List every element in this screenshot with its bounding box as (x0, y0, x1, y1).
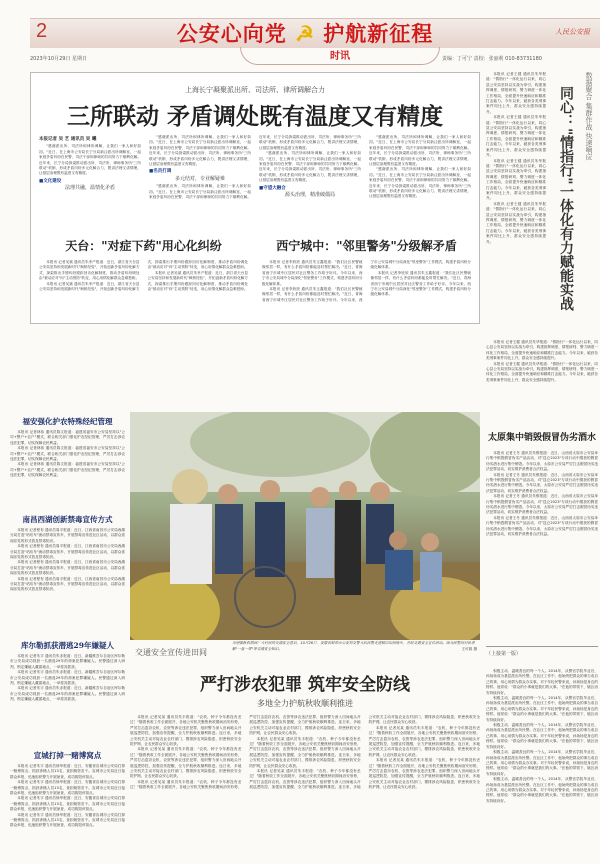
lead-body (39, 135, 471, 231)
paragraph: "感谢派出所、司法所和律所调解，让我们一家人和好如初。"近日，在上海市公安局长宁分局新泾派出所调解室，一起家庭矛盾纠纷在民警、司法干部和律师的共同努力下顺利化解。近年来，长宁分局探索推动派出所、司法所、律师事务所"三所联动"机制，形成矛盾纠纷多元化解合力，既讲法理又讲情理，让基层治理既有温度又有精度。 (39, 144, 141, 176)
paragraph: 本报讯 记者李欣欣 通讯员朱玉鑫报道："我们社区民警就像邻居一样，有什么矛盾纠纷都能及时帮忙解决。"近日，青海省西宁市城中区居民对社区警务工作给予好评。今年以来，西宁市公安局城中分局深化"邻里警务"工作模式，构建矛盾纠纷分级化解体系。 (262, 260, 471, 302)
bottom-article (130, 670, 480, 855)
subhead: 源头治理，精准破僵局 (284, 192, 335, 199)
story-headline: 天台："对症下药"用心化纠纷 (65, 239, 222, 253)
paragraph: 本报讯 记者吴某 通讯员朱丰报道："农机、种子今年都没有丢过！"随着秋收工作全面展开，各地公安机关聚焦秋收期间治安形势，严厉打击盗窃农机、农资等涉农违法犯罪，组织警力深入田间地头开展巡逻防控，加强宣传提醒，全力护航秋收顺利推进。连日来，多地公安机关主动对接农业农村部门，摸排涉农风险隐患，织密秋收安全防护网，让农民群众安心收获。 (249, 715, 480, 790)
paragraph: 本报讯 记者程有 通讯员周平报道：近日，江西省南昌市公安局西湖分局打造"咕咕车"流动禁毒宣传车，开展禁毒宣传进社区活动，以群众喜闻乐见的形式普及禁毒知识。 (10, 544, 125, 560)
right-headline: 同心："情指行"一体化有力赋能实战 (558, 86, 574, 311)
paragraph: 积极主动、温暖善良的每一个人。2014年，从警官学院毕业后，孙扬扬成为基层派出所民警。在社区工作中，他始终把群众的事当成自己的事，用心用情为群众办实事。对于年轻民警来说，孙扬扬是身边的榜样。他常说："群众的小事就是我们的大事。"在他的带领下，辖区治安持续向好。 (486, 750, 598, 776)
lead-article-box (30, 72, 480, 324)
paragraph: 本报讯 记者朱宇 通讯员徐华报道：近日，安徽省宣城市公安局打掉一赌博窝点，抓获涉赌人员13名，查扣赌资若干。宣城市公安局近日接群众举报，迅速组织警力开展侦查，成功捣毁该窝点。 (10, 812, 125, 828)
paragraph: 本报讯 记者吴某 通讯员朱丰报道："农机、种子今年都没有丢过！"随着秋收工作全面展开，各地公安机关聚焦秋收期间治安形势，严厉打击盗窃农机、农资等涉农违法犯罪，组织警力深入田间地头开展巡逻防控，加强宣传提醒，全力护航秋收顺利推进。连日来，多地公安机关主动对接农业农村部门，摸排涉农风险隐患，织密秋收安全防护网，让农民群众安心收获。 (130, 715, 361, 790)
paragraph: 本报讯 记者吴斌 通讯员朱孝产报道：近日，浙江省天台县公安局坚持和发展新时代"枫桥经验"，开拓创新矛盾纠纷化解方式，探索推出手册纠纷跟踪回访化解制度，推动矛盾纠纷调处由"被动应对"向"主动预防"转变，用心用情化解群众急难愁盼。 (39, 260, 140, 281)
paragraph: 本报讯 记者吴某 通讯员朱丰报道："农机、种子今年都没有丢过！"随着秋收工作全面展开，各地公安机关聚焦秋收期间治安形势，严厉打击盗窃农机、农资等涉农违法犯罪，组织警力深入田间地头开展巡逻防控，加强宣传提醒，全力护航秋收顺利推进。连日来，多地公安机关主动对接农业农村部门，摸排涉农风险隐患，织密秋收安全防护网，让农民群众安心收获。 (130, 715, 242, 747)
brief-headline: 福安强化护农特殊经纪管理 (22, 417, 113, 426)
story-headline: 西宁城中："邻里警务"分级解矛盾 (276, 239, 457, 253)
title-left: 公安心向党 (176, 21, 287, 46)
subhead: ■守望大融合 (259, 185, 286, 191)
story-headline: 太原集中销毁假冒伪劣酒水 (487, 433, 596, 443)
brief-headline: 库尔勒抓获潜逃29年嫌疑人 (21, 641, 114, 650)
brief (10, 640, 125, 746)
paragraph: 本报讯 记者吴某 通讯员朱丰报道："农机、种子今年都没有丢过！"随着秋收工作全面展开，各地公安机关聚焦秋收期间治安形势，严厉打击盗窃农机、农资等涉农违法犯罪，组织警力深入田间地头开展巡逻防控，加强宣传提醒，全力护航秋收顺利推进。连日来，多地公安机关主动对接农业农村部门，摸排涉农风险隐患，织密秋收安全防护网，让农民群众安心收获。 (130, 747, 242, 779)
left-briefs-column (10, 412, 125, 852)
paragraph: 本报讯 记者程有 通讯员周平报道：近日，江西省南昌市公安局西湖分局打造"咕咕车"流动禁毒宣传车，开展禁毒宣传进社区活动，以群众喜闻乐见的形式普及禁毒知识。 (10, 560, 125, 576)
divider (486, 646, 598, 647)
paragraph: 本报讯 记者吴斌 通讯员朱孝产报道：近日，浙江省天台县公安局坚持和发展新时代"枫桥经验"，开拓创新矛盾纠纷化解方式，探索推出手册纠纷跟踪回访化解制度，推动矛盾纠纷调处由"被动应对"向"主动预防"转变，用心用情化解群众急难愁盼。 (39, 260, 248, 292)
paragraph: 本报讯 记者李欣欣 通讯员朱玉鑫报道："我们社区民警就像邻居一样，有什么矛盾纠纷都能及时帮忙解决。"近日，青海省西宁市城中区居民对社区警务工作给予好评。今年以来，西宁市公安局城中分局深化"邻里警务"工作模式，构建矛盾纠纷分级化解体系。 (262, 260, 363, 286)
dateline: 2023年10月29日 星期日 (30, 56, 88, 62)
continued-label: （上接第一版） (486, 651, 522, 657)
paragraph: 本报讯 记者王健 通讯员朱华报道："情指行"一体化运行以来，同心县公安局坚持以实战为牵引，构建指挥调度、情报研判、警力调度一体化工作格局，全面提升快速响应和精准打击能力。今年以来，破获各类刑事案件同比上升，群众安全感持续提升。 (486, 361, 598, 382)
party-emblem-icon: ☭ (295, 21, 315, 46)
paragraph: "感谢派出所、司法所和律所调解，让我们一家人和好如初。"近日，在上海市公安局长宁分局新泾派出所调解室，一起家庭矛盾纠纷在民警、司法干部和律师的共同努力下顺利化解。近年来，长宁分局探索推动派出所、司法所、律师事务所"三所联动"机制，形成矛盾纠纷多元化解合力，既讲法理又讲情理，让基层治理既有温度又有精度。 (369, 167, 471, 199)
page-number: 2 (36, 20, 48, 42)
subhead: ■名员打调 (149, 169, 172, 175)
brief (10, 514, 125, 636)
paragraph: 本报讯 记者王健 通讯员朱华报道："情指行"一体化运行以来，同心县公安局坚持以实战为牵引，构建指挥调度、情报研判、警力调度一体化工作格局，全面提升快速响应和精准打击能力。今年以来，破获各类刑事案件同比上升，群众安全感持续提升。 (486, 201, 546, 244)
paragraph: 本报讯 记者朱宇 通讯员朱赤报道：近日，新疆维吾尔自治区库尔勒市公安局成功抓获一名潜逃29年的命案犯罪嫌疑人。民警通过深入研判，锁定嫌疑人藏匿地点，一举将其抓获。 (10, 686, 125, 702)
paragraph: 积极主动、温暖善良的每一个人。2014年，从警官学院毕业后，孙扬扬成为基层派出所民警。在社区工作中，他始终把群众的事当成自己的事，用心用情为群众办实事。对于年轻民警来说，孙扬扬是身边的榜样。他常说："群众的小事就是我们的大事。"在他的带领下，辖区治安持续向好。 (486, 777, 598, 803)
brief-headline: 宣城打掉一赌博窝点 (33, 751, 102, 760)
paragraph: 本报讯 记者王健 通讯员朱华报道："情指行"一体化运行以来，同心县公安局坚持以实战为牵引，构建指挥调度、情报研判、警力调度一体化工作格局，全面提升快速响应和精准打击能力。今年以来，破获各类刑事案件同比上升，群众安全感持续提升。 (486, 115, 546, 158)
paragraph: 本报讯 记者吴某 通讯员朱丰报道："农机、种子今年都没有丢过！"随着秋收工作全面展开，各地公安机关聚焦秋收期间治安形势，严厉打击盗窃农机、农资等涉农违法犯罪，组织警力深入田间地头开展巡逻防控，加强宣传提醒，全力护航秋收顺利推进。连日来，多地公安机关主动对接农业农村部门，摸排涉农风险隐患，织密秋收安全防护网，让农民群众安心收获。 (368, 725, 480, 757)
continued-article (486, 650, 598, 855)
caption-text: 为增强秋收期间广大村民的交通安全意识，10月26日，安徽省蚌埠市公安局交警大队民警走进稻田田间地头，开展交通安全宣传活动。图为民警向村民讲解"一盔一带"等交通安全知识。 (232, 641, 475, 651)
title-right: 护航新征程 (323, 21, 434, 46)
paragraph: 本报讯 记者程有 通讯员周平报道：近日，江西省南昌市公安局西湖分局打造"咕咕车"流动禁毒宣传车，开展禁毒宣传进社区活动，以群众喜闻乐见的形式普及禁毒知识。 (10, 576, 125, 592)
section-label: 时讯 (240, 47, 440, 65)
brief (10, 750, 125, 864)
photo-caption-title: 交通安全宣传进田间 (135, 648, 207, 657)
masthead-title (140, 18, 470, 48)
paragraph: 本报讯 记者林伟 通讯员陈文报道：福建省福安市公安局坚持以"公司+警户+农户"模式，联合相关部门强化护农经纪管理，严厉打击涉农违法犯罪，切实保障农民利益。 (10, 462, 125, 478)
photo-illustration (130, 412, 480, 640)
paragraph: "感谢派出所、司法所和律所调解，让我们一家人和好如初。"近日，在上海市公安局长宁分局新泾派出所调解室，一起家庭矛盾纠纷在民警、司法干部和律师的共同努力下顺利化解。近年来，长宁分局探索推动派出所、司法所、律师事务所"三所联动"机制，形成矛盾纠纷多元化解合力，既讲法理又讲情理，让基层治理既有温度又有精度。 (259, 151, 361, 183)
right-kicker: 数据聚合 集群作战 快速响应 (585, 72, 593, 161)
bottom-headline: 严打涉农犯罪 筑牢安全防线 (200, 675, 410, 695)
lead-headline: 三所联动 矛盾调处既有温度又有精度 (66, 103, 443, 130)
subhead: 多元结对，专业解疑难 (174, 175, 225, 182)
paragraph: 本报讯 记者王健 通讯员朱华报道："情指行"一体化运行以来，同心县公安局坚持以实战为牵引，构建指挥调度、情报研判、警力调度一体化工作格局，全面提升快速响应和精准打击能力。今年以来，破获各类刑事案件同比上升，群众安全感持续提升。 (486, 158, 546, 201)
paragraph: 本报讯 记者王健 通讯员朱华报道："情指行"一体化运行以来，同心县公安局坚持以实战为牵引，构建指挥调度、情报研判、警力调度一体化工作格局，全面提升快速响应和精准打击能力。今年以来，破获各类刑事案件同比上升，群众安全感持续提升。 (486, 340, 598, 361)
paragraph: "感谢派出所、司法所和律所调解，让我们一家人和好如初。"近日，在上海市公安局长宁分局新泾派出所调解室，一起家庭矛盾纠纷在民警、司法干部和律师的共同努力下顺利化解。近年来，长宁分局探索推动派出所、司法所、律师事务所"三所联动"机制，形成矛盾纠纷多元化解合力，既讲法理又讲情理，让基层治理既有温度又有精度。 (369, 135, 471, 167)
editor-credits: 责编：丁可宁 责校：张丽莉 010-83731180 (442, 56, 542, 62)
paragraph: 本报讯 记者朱宇 通讯员朱赤报道：近日，新疆维吾尔自治区库尔勒市公安局成功抓获一名潜逃29年的命案犯罪嫌疑人。民警通过深入研判，锁定嫌疑人藏匿地点，一举将其抓获。 (10, 670, 125, 686)
paragraph: 本报讯 记者程有 通讯员周平报道：近日，江西省南昌市公安局西湖分局打造"咕咕车"流动禁毒宣传车，开展禁毒宣传进社区活动，以群众喜闻乐见的形式普及禁毒知识。 (10, 528, 125, 543)
paragraph: "感谢派出所、司法所和律所调解，让我们一家人和好如初。"近日，在上海市公安局长宁分局新泾派出所调解室，一起家庭矛盾纠纷在民警、司法干部和律师的共同努力下顺利化解。近年来，长宁分局探索推动派出所、司法所、律师事务所"三所联动"机制，形成矛盾纠纷多元化解合力，既讲法理又讲情理，让基层治理既有温度又有精度。 (149, 135, 361, 200)
paragraph: 本报讯 记者王冬 通讯员朱维报道：近日，山西省太原市公安局举行集中销毁假冒伪劣产品活动，对"昆仑2023"专项行动中缴获的假冒伪劣酒水进行集中销毁。今年以来，太原市公安局严厉打击假冒伪劣违法犯罪活动，切实维护消费者合法权益。 (486, 472, 598, 493)
paragraph: 积极主动、温暖善良的每一个人。2014年，从警官学院毕业后，孙扬扬成为基层派出所民警。在社区工作中，他始终把群众的事当成自己的事，用心用情为群众办实事。对于年轻民警来说，孙扬扬是身边的榜样。他常说："群众的小事就是我们的大事。"在他的带领下，辖区治安持续向好。 (486, 696, 598, 722)
paragraph: 本报讯 记者吴某 通讯员朱丰报道："农机、种子今年都没有丢过！"随着秋收工作全面展开，各地公安机关聚焦秋收期间治安形势，严厉打击盗窃农机、农资等涉农违法犯罪，组织警力深入田间地头开展巡逻防控，加强宣传提醒，全力护航秋收顺利推进。连日来，多地公安机关主动对接农业农村部门，摸排涉农风险隐患，织密秋收安全防护网，让农民群众安心收获。 (249, 736, 361, 768)
paragraph: 本报讯 记者王冬 通讯员朱维报道：近日，山西省太原市公安局举行集中销毁假冒伪劣产品活动，对"昆仑2023"专项行动中缴获的假冒伪劣酒水进行集中销毁。今年以来，太原市公安局严厉打击假冒伪劣违法犯罪活动，切实维护消费者合法权益。 (486, 451, 598, 472)
brief-headline: 南昌西湖创新禁毒宣传方式 (22, 515, 113, 524)
paragraph: 本报讯 记者吴斌 通讯员朱孝产报道：近日，浙江省天台县公安局坚持和发展新时代"枫桥经验"，开拓创新矛盾纠纷化解方式，探索推出手册纠纷跟踪回访化解制度，推动矛盾纠纷调处由"被动应对"向"主动预防"转变，用心用情化解群众急难愁盼。 (147, 270, 248, 292)
paragraph: 本报讯 记者林伟 通讯员陈文报道：福建省福安市公安局坚持以"公司+警户+农户"模式，联合相关部门强化护农经纪管理，严厉打击涉农违法犯罪，切实保障农民利益。 (10, 446, 125, 462)
paragraph: 本报讯 记者朱宇 通讯员徐华报道：近日，安徽省宣城市公安局打掉一赌博窝点，抓获涉赌人员13名，查扣赌资若干。宣城市公安局近日接群众举报，迅速组织警力开展侦查，成功捣毁该窝点。 (10, 796, 125, 812)
paragraph: 本报讯 记者李欣欣 通讯员朱玉鑫报道："我们社区民警就像邻居一样，有什么矛盾纠纷都能及时帮忙解决。"近日，青海省西宁市城中区居民对社区警务工作给予好评。今年以来，西宁市公安局城中分局深化"邻里警务"工作模式，构建矛盾纠纷分级化解体系。 (370, 270, 471, 297)
story-tiantai (39, 237, 248, 345)
paragraph: 积极主动、温暖善良的每一个人。2014年，从警官学院毕业后，孙扬扬成为基层派出所民警。在社区工作中，他始终把群众的事当成自己的事，用心用情为群众办实事。对于年轻民警来说，孙扬扬是身边的榜样。他常说："群众的小事就是我们的大事。"在他的带领下，辖区治安持续向好。 (486, 723, 598, 749)
newspaper-logo: 人民公安报 (555, 28, 590, 36)
photo-credit: 王可源 摄 (461, 646, 477, 651)
right-article (486, 72, 598, 402)
brief (10, 416, 125, 510)
taiyuan-article (486, 408, 598, 643)
bottom-subtitle: 多地全力护航秋收顺利推进 (257, 699, 353, 708)
paragraph: "感谢派出所、司法所和律所调解，让我们一家人和好如初。"近日，在上海市公安局长宁分局新泾派出所调解室，一起家庭矛盾纠纷在民警、司法干部和律师的共同努力下顺利化解。近年来，长宁分局探索推动派出所、司法所、律师事务所"三所联动"机制，形成矛盾纠纷多元化解合力，既讲法理又讲情理，让基层治理既有温度又有精度。 (149, 135, 251, 167)
paragraph: 本报讯 记者朱宇 通讯员朱赤报道：近日，新疆维吾尔自治区库尔勒市公安局成功抓获一名潜逃29年的命案犯罪嫌疑人。民警通过深入研判，锁定嫌疑人藏匿地点，一举将其抓获。 (10, 654, 125, 669)
photo-caption (232, 641, 477, 652)
paragraph: 本报讯 记者王冬 通讯员朱维报道：近日，山西省太原市公安局举行集中销毁假冒伪劣产品活动，对"昆仑2023"专项行动中缴获的假冒伪劣酒水进行集中销毁。今年以来，太原市公安局严厉打击假冒伪劣违法犯罪活动，切实维护消费者合法权益。 (486, 515, 598, 537)
story-xining (262, 237, 471, 345)
paragraph: 本报讯 记者朱宇 通讯员徐华报道：近日，安徽省宣城市公安局打掉一赌博窝点，抓获涉赌人员13名，查扣赌资若干。宣城市公安局近日接群众举报，迅速组织警力开展侦查，成功捣毁该窝点。 (10, 764, 125, 779)
subhead: 法理共融，温情化矛盾 (64, 185, 115, 192)
news-photo (130, 412, 480, 640)
paragraph: 本报讯 记者林伟 通讯员陈文报道：福建省福安市公安局坚持以"公司+警户+农户"模式，联合相关部门强化护农经纪管理，严厉打击涉农违法犯罪，切实保障农民利益。 (10, 430, 125, 445)
paragraph: 本报讯 记者王健 通讯员朱华报道："情指行"一体化运行以来，同心县公安局坚持以实战为牵引，构建指挥调度、情报研判、警力调度一体化工作格局，全面提升快速响应和精准打击能力。今年以来，破获各类刑事案件同比上升，群众安全感持续提升。 (486, 72, 546, 114)
paragraph: 本报讯 记者王冬 通讯员朱维报道：近日，山西省太原市公安局举行集中销毁假冒伪劣产品活动，对"昆仑2023"专项行动中缴获的假冒伪劣酒水进行集中销毁。今年以来，太原市公安局严厉打击假冒伪劣违法犯罪活动，切实维护消费者合法权益。 (486, 494, 598, 515)
paragraph: 本报讯 记者吴某 通讯员朱丰报道："农机、种子今年都没有丢过！"随着秋收工作全面展开，各地公安机关聚焦秋收期间治安形势，严厉打击盗窃农机、农资等涉农违法犯罪，组织警力深入田间地头开展巡逻防控，加强宣传提醒，全力护航秋收顺利推进。连日来，多地公安机关主动对接农业农村部门，摸排涉农风险隐患，织密秋收安全防护网，让农民群众安心收获。 (368, 758, 480, 790)
lead-kicker: 上海长宁凝聚派出所、司法所、律所调解合力 (185, 86, 325, 94)
paragraph: 积极主动、温暖善良的每一个人。2014年，从警官学院毕业后，孙扬扬成为基层派出所民警。在社区工作中，他始终把群众的事当成自己的事，用心用情为群众办实事。对于年轻民警来说，孙扬扬是身边的榜样。他常说："群众的小事就是我们的大事。"在他的带领下，辖区治安持续向好。 (486, 669, 598, 695)
lead-byline: 本报记者 吴 艺 通讯员 吴 曦 (39, 137, 97, 142)
subhead: ■文化建设 (39, 178, 62, 184)
paragraph: 本报讯 记者朱宇 通讯员徐华报道：近日，安徽省宣城市公安局打掉一赌博窝点，抓获涉赌人员13名，查扣赌资若干。宣城市公安局近日接群众举报，迅速组织警力开展侦查，成功捣毁该窝点。 (10, 780, 125, 796)
